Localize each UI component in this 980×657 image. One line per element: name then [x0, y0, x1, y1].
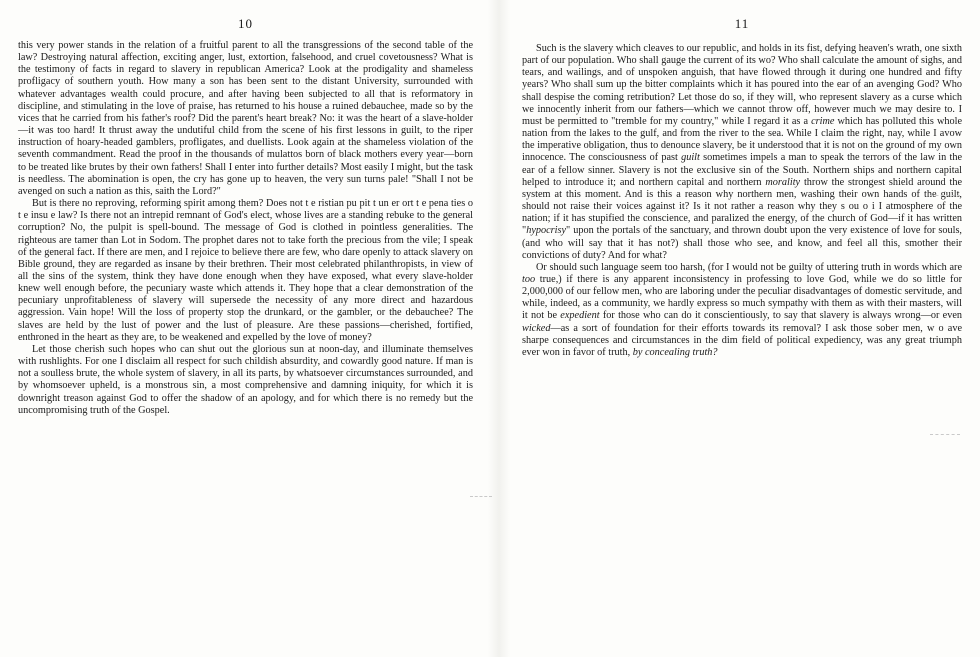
text-run: for those who can do it conscientiously, to say that slavery is always wrong—or even: [599, 310, 962, 322]
margin-scan-mark: [470, 496, 492, 497]
italic-text: expedient: [560, 310, 600, 322]
left-page: [18, 0, 473, 657]
right-paragraph-1: [522, 43, 962, 262]
italic-text: guilt: [681, 152, 700, 164]
left-paragraph-3: Let those cherish such hopes who can shut out the glorious sun at noon-day, and illuminate themselves with rushlights. For one I disclaim all respect for such childish absurdity, and cowardly good nature. If man is not a soulless brute, the whole system of slavery, in all its parts, by whatsoever circumstances surrounded, and by whomsoever upheld, is a monstrous sin, a most comprehensive and damning iniquity, for which it is downright treason against God to offer the shadow of an apology, and for which there is no remedy but the uncompromising truth of the Gospel.: [18, 343, 473, 416]
page-number-left: 10: [238, 16, 253, 31]
italic-text: wicked: [522, 322, 551, 334]
italic-text: morality: [765, 176, 801, 188]
text-run: Or should such language seem too harsh, (for I would not be guilty of uttering truth in words which are: [536, 261, 962, 273]
page-number-right: 11: [734, 16, 750, 31]
right-paragraph-2: [522, 262, 962, 359]
left-paragraph-1: this very power stands in the relation of a fruitful parent to all the transgressions of the second table of the law? Destroying natural affection, exciting anger, lust, extortion, falsehood, and cruel covetousness? What is the testimony of facts in regard to slavery in republican America? Look at the prodigality and shameless profligacy of southern youth. How many a son has been sent to the distant University, surrounded with whatever advantages wealth could procure, and after having been subjected to all that is reformatory in discipline, and stimulating in the love of praise, has returned to his house a ruined debauchee, made so by the vices that he carried from his father's roof? Did the parent's heart break? No: it was the heart of a slave-holder—it was too hard! It thrust away the undutiful child from the scene of his first lessons in guilt, to the riper instruction of hoary-headed gamblers, profligates, and duellists. Look again at the shameless violation of the seventh commandment. Read the proof in the thousands of mulattos born of black mothers every year—born to be treated like brutes by their own fathers! Shall I enter into further details? Most easily I might, but the task is needless. The abomination is open, the cry has gone up to heaven, the very sun turns pale! "Shall I not be avenged on such a nation as this, saith the Lord?": [18, 40, 473, 197]
text-run: which has polluted this whole nation from the lakes to the gulf, and from the river to the sea. While I claim the right, nay, while I avow the imperative obligation, thus to denounce slavery, be it understood that it is not on the ground of my own innocence. The consciousness of past: [522, 115, 962, 164]
margin-scan-mark: [930, 195, 960, 196]
italic-text: hypocrisy: [526, 225, 567, 237]
margin-scan-mark: [930, 434, 960, 435]
text-run: " upon the portals of the sanctuary, and thrown doubt upon the very existence of love for souls, (and who will say that it has not?) shall those who see, and know, and feel all this, smother their convictions of duty? And for what?: [522, 225, 962, 261]
italic-text: too: [522, 273, 536, 285]
italic-text: by concealing truth?: [632, 346, 718, 358]
right-page-body: [522, 43, 962, 359]
text-run: Such is the slavery which cleaves to our republic, and holds in its fist, defying heaven's wrath, one sixth part of our population. Who shall gauge the current of its wo? Who shall calculate the amount of sighs, and tears, and wailings, and of unspoken anguish, that have flowed through it during one hundred and fifty years? Who shall sum up the bitter complaints which it has poured into the ear of an avenging God? Who shall despise the coming retribution? Let those do so, if they will, who represent slavery as a curse which we innocently inherit from our fathers—which we cannot throw off, however much we may desire to. I must be permitted to "tremble for my country," while I regard it as a: [522, 43, 962, 127]
book-gutter: [488, 0, 510, 657]
text-run: sometimes impels a man to speak the terrors of the law in the ear of a fellow sinner. Slavery is not the exclusive sin of the South. Northern ships and northern capital helped to introduce it; and northern capital and northern: [522, 152, 962, 188]
right-page: [522, 0, 962, 657]
left-paragraph-2: But is there no reproving, reforming spirit among them? Does not t e ristian pu pit t un er ort t e pena ties o t e insu e law? Is there not an intrepid remnant of God's elect, whose lives are a standing rebuke to the general corruption? No, the pulpit is spell-bound. The message of God is clothed in pointless generalities. The righteous are tamer than Lot in Sodom. The prophet dares not to take forth the precious from the vile; I speak of the general fact. If there are men, and I rejoice to believe there are few, who dare openly to attack slavery on Bible ground, they are regarded as insane by their brethren. Their most celebrated philanthropists, in view of all the sins of the system, think they have done enough when they have exposed, what every slave-holder knew well enough before, the pecuniary waste which attends it. They hope that a clear demonstration of the pecuniary unprofitableness of slavery will supersede the necessity of any more direct and hazardous aggression. Vain hope! Will the loss of property stop the drunkard, or the gambler, or the debauchee? The slaves are held by the lust of power and the lust of pleasure. Are these passions—cherished, fortified, enthroned in the heart as they are, to be weakened and expelled by the love of money?: [18, 198, 473, 343]
italic-text: crime: [811, 115, 835, 127]
text-run: —as a sort of foundation for their efforts towards its removal? I ask those sober men, w o ave sharpe consequences and circumstances in the dim field of political expediency, was any great triumph ever won in favor of truth,: [522, 322, 962, 358]
text-run: throw the strongest shield around the system at this moment. And is this a reason why northern men, washing their own hands of the guilt, should not raise their voices against it? Is it not rather a reason why they s ou o i I atmosphere of the nation; if it has stupified the conscience, and paralized the energy, of the church of God—if it has written ": [522, 176, 962, 237]
text-run: true,) if there is any apparent inconsistency in professing to love God, while we do so little for 2,000,000 of our fellow men, who are laboring under the peculiar disadvantages of domestic servitude, and while, indeed, as a community, we hardly express so much sympathy with them as with their masters, will it not be: [522, 273, 962, 322]
left-page-body: [18, 40, 473, 417]
